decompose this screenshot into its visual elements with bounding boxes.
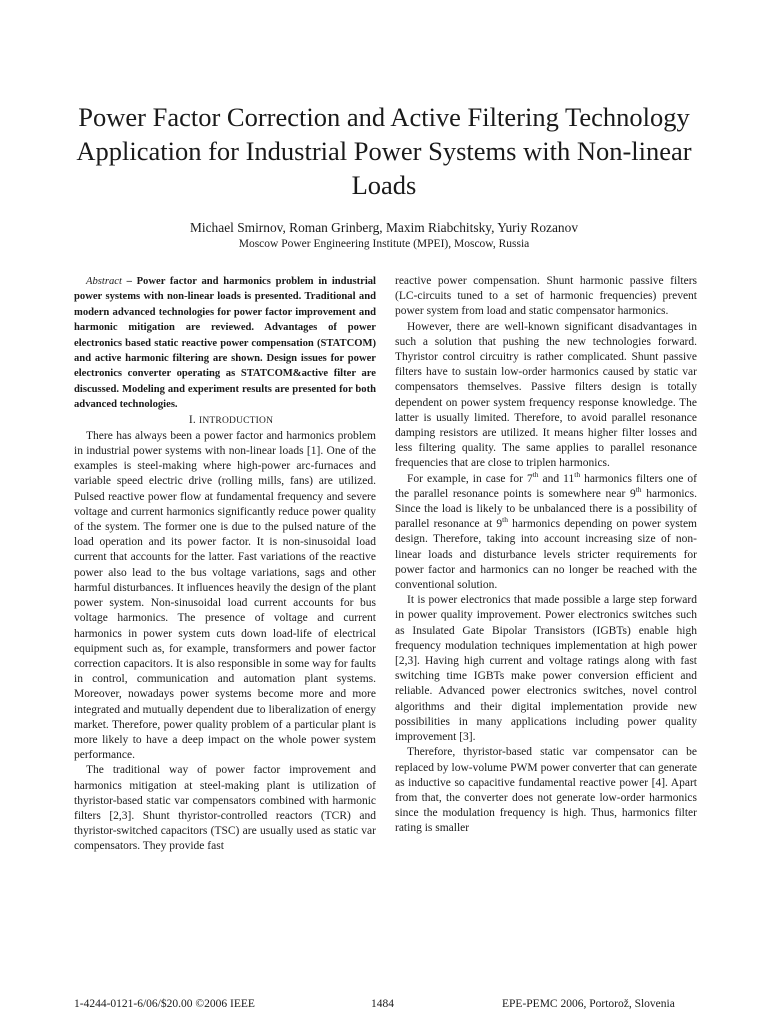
paper-title: Power Factor Correction and Active Filtering Technology Application for Industrial Power Systems with Non-linear Loads bbox=[76, 102, 692, 200]
left-column bbox=[74, 274, 376, 855]
author-list: Michael Smirnov, Roman Grinberg, Maxim Riabchitsky, Yuriy Rozanov bbox=[189, 220, 579, 235]
abstract bbox=[74, 274, 376, 413]
text-run: harmonics depending on power system design. Therefore, taking into account increasing size of non-linear loads and disturbance levels stricter requirements for power factor and harmonics can no longer be reached with the conventional solution. bbox=[395, 518, 697, 592]
text-run: harmonics. Since the load is likely to be unbalanced there is a possibility of parallel resonance at 9 bbox=[395, 487, 697, 531]
ordinal-superscript: th bbox=[532, 469, 539, 479]
abstract-label: Abstract bbox=[86, 276, 122, 287]
footer-copyright: 1-4244-0121-6/06/$20.00 ©2006 IEEE bbox=[74, 998, 255, 1010]
body-paragraph: Therefore, thyristor-based static var compensator can be replaced by low-volume PWM power converter that can generate as inductive so capacitive fundamental reactive power [4]. Apart from that, the converter does not generate low-order harmonics since the modulation frequency is high. Thus, harmonics filter rating is smaller bbox=[395, 746, 697, 835]
ordinal-superscript: th bbox=[635, 485, 642, 495]
body-paragraph: reactive power compensation. Shunt harmonic passive filters (LC-circuits tuned to a set of harmonic frequencies) prevent power system from load and static compensator harmonics. bbox=[395, 275, 697, 318]
section-number: I. bbox=[188, 413, 199, 426]
affiliation: Moscow Power Engineering Institute (MPEI), Moscow, Russia bbox=[238, 238, 530, 250]
text-run: For example, in case for 7 bbox=[407, 472, 533, 485]
text-run: harmonics filters one of the parallel resonance points is somewhere near 9 bbox=[395, 472, 697, 500]
body-paragraph: However, there are well-known significant disadvantages in such a solution that pushing the new technologies forward. Thyristor control circuitry is rather complicated. Shunt passive filters have to sustain low-order harmonics caused by static var compensators themselves. Passive filters design is totally dependent on power system frequency response knowledge. The latter is usually limited. Therefore, to avoid parallel resonance damping resistors are utilized. It means higher filter losses and less filtering quality. The same applies to parallel resonance frequencies that are close to triplen harmonics. bbox=[395, 320, 697, 470]
body-paragraph: The traditional way of power factor improvement and harmonics mitigation at steel-making plant is utilization of thyristor-based static var compensators combined with harmonic filters [2,3]. Shunt thyristor-controlled reactors (TCR) and thyristor-switched capacitors (TSC) are usually used as static var compensators. They provide fast bbox=[74, 764, 376, 853]
section-heading-introduction bbox=[74, 413, 376, 429]
body-paragraph: It is power electronics that made possible a large step forward in power quality improvement. Power electronics switches such as Insulated Gate Bipolar Transistors (IGBTs) enable high frequency modulation techniques implementation at high power [2,3]. Having high current and voltage ratings along with fast switching time IGBTs make power conversion efficient and reliable. Advanced power electronics switches, novel control algorithms and their digital implementation provide new possibilities in many applications including power quality improvement [3]. bbox=[395, 594, 697, 744]
body-paragraph bbox=[395, 469, 697, 594]
ordinal-superscript: th bbox=[502, 515, 508, 525]
ordinal-superscript: th bbox=[574, 469, 581, 479]
text-run: and 11 bbox=[538, 472, 575, 485]
footer-conference: EPE-PEMC 2006, Portorož, Slovenia bbox=[502, 998, 675, 1010]
footer-page-number: 1484 bbox=[371, 998, 394, 1010]
right-column bbox=[395, 274, 697, 837]
section-title: INTRODUCTION bbox=[199, 415, 274, 426]
abstract-text: – Power factor and harmonics problem in industrial power systems with non-linear loads is presented. Traditional and modern advanced technologies for power factor improvement and harmonic mitigation are reviewed. Advantages of power electronics based static reactive power compensation (STATCOM) and active harmonic filtering are shown. Design issues for power electronics converter operating as STATCOM&active filter are discussed. Modeling and experiment results are presented for both advanced technologies. bbox=[74, 276, 376, 411]
body-paragraph: There has always been a power factor and harmonics problem in industrial power systems with non-linear loads [1]. One of the examples is steel-making where high-power arc-furnaces and variable speed electric drive (rolling mills, fans) are utilized. Pulsed reactive power flow at fundamental frequency and severe voltage and current harmonics significantly reduce power quality of the system. The former one is due to the pulsed nature of the load operation and its power factor. It is non-sinusoidal load current that accounts for the latter. Fast variations of the reactive power also lead to the bus voltage variations, sags and other harmful disturbances. It influences heavily the design of the plant power system. Non-sinusoidal load current accounts for bus voltage harmonics. The presence of voltage and current harmonics in power system cuts down load-life of electrical equipment such as, for example, transformers and power factor correction capacitors. It is also responsible in some way for faults in control, communication and automation plant systems. Moreover, nowadays power systems become more and more integrated and mutually dependent due to liberalization of energy market. Therefore, power quality problem of a particular plant is more likely to have a deep impact on the whole power system performance. bbox=[74, 429, 376, 762]
